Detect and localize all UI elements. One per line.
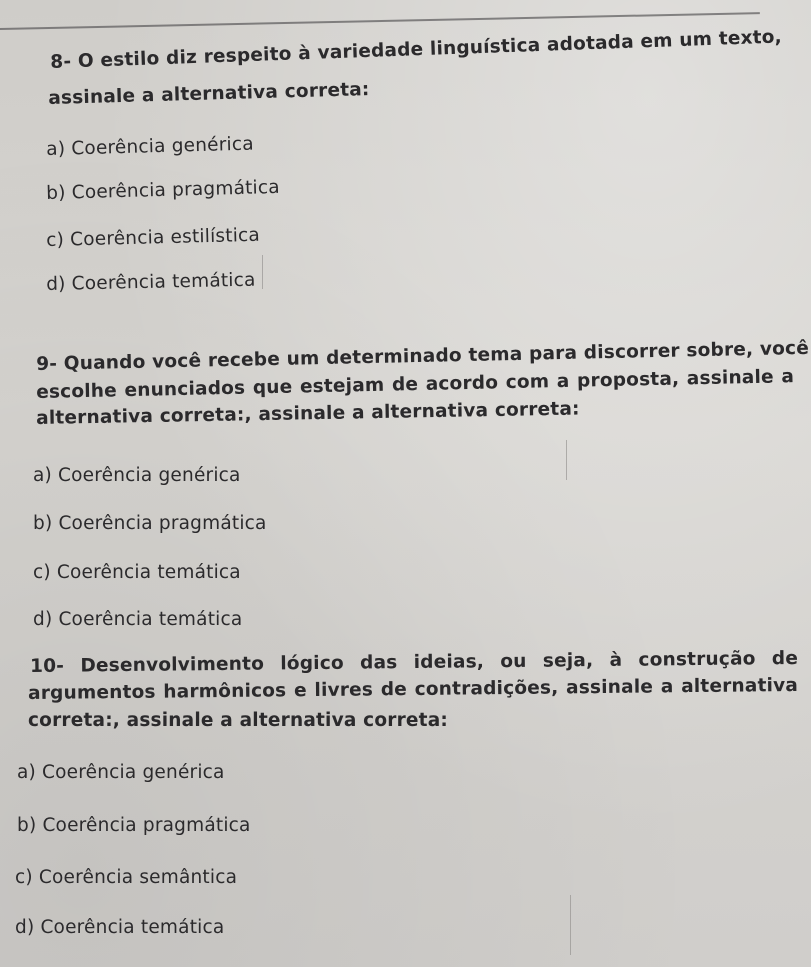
question-10-option-a[interactable]: a) Coerência genérica	[17, 762, 225, 783]
question-9-stem-line-3: alternativa correta:, assinale a alternativa correta:	[36, 398, 580, 429]
question-8-option-c[interactable]: c) Coerência estilística	[46, 224, 261, 251]
question-9-option-d[interactable]: d) Coerência temática	[33, 609, 243, 630]
paper-mark	[262, 255, 263, 289]
question-8-stem-line-2: assinale a alternativa correta:	[48, 79, 370, 109]
question-10-stem-line-1: 10- Desenvolvimento lógico das ideias, ou seja, à construção de	[30, 647, 799, 677]
question-8-option-b[interactable]: b) Coerência pragmática	[46, 176, 281, 204]
question-9-stem-line-1: 9- Quando você recebe um determinado tema para discorrer sobre, você	[36, 337, 810, 375]
page-edge-line	[0, 12, 760, 30]
question-10-option-d[interactable]: d) Coerência temática	[15, 917, 225, 938]
question-8-option-d[interactable]: d) Coerência temática	[46, 269, 256, 295]
question-9-option-b[interactable]: b) Coerência pragmática	[33, 513, 267, 534]
question-9-option-a[interactable]: a) Coerência genérica	[33, 465, 241, 486]
question-10-option-b[interactable]: b) Coerência pragmática	[17, 815, 251, 836]
question-8-option-a[interactable]: a) Coerência genérica	[46, 133, 255, 160]
question-9-option-c[interactable]: c) Coerência temática	[33, 562, 241, 583]
paper-mark	[566, 440, 567, 480]
paper-mark	[570, 895, 571, 955]
question-8-stem-line-1: 8- O estilo diz respeito à variedade linguística adotada em um texto,	[50, 26, 783, 73]
question-10-stem-line-3: correta:, assinale a alternativa correta:	[28, 710, 448, 731]
question-9-stem-line-2: escolhe enunciados que estejam de acordo com a proposta, assinale a	[36, 366, 795, 403]
question-10-stem-line-2: argumentos harmônicos e livres de contradições, assinale a alternativa	[28, 674, 799, 704]
question-10-option-c[interactable]: c) Coerência semântica	[15, 867, 238, 888]
